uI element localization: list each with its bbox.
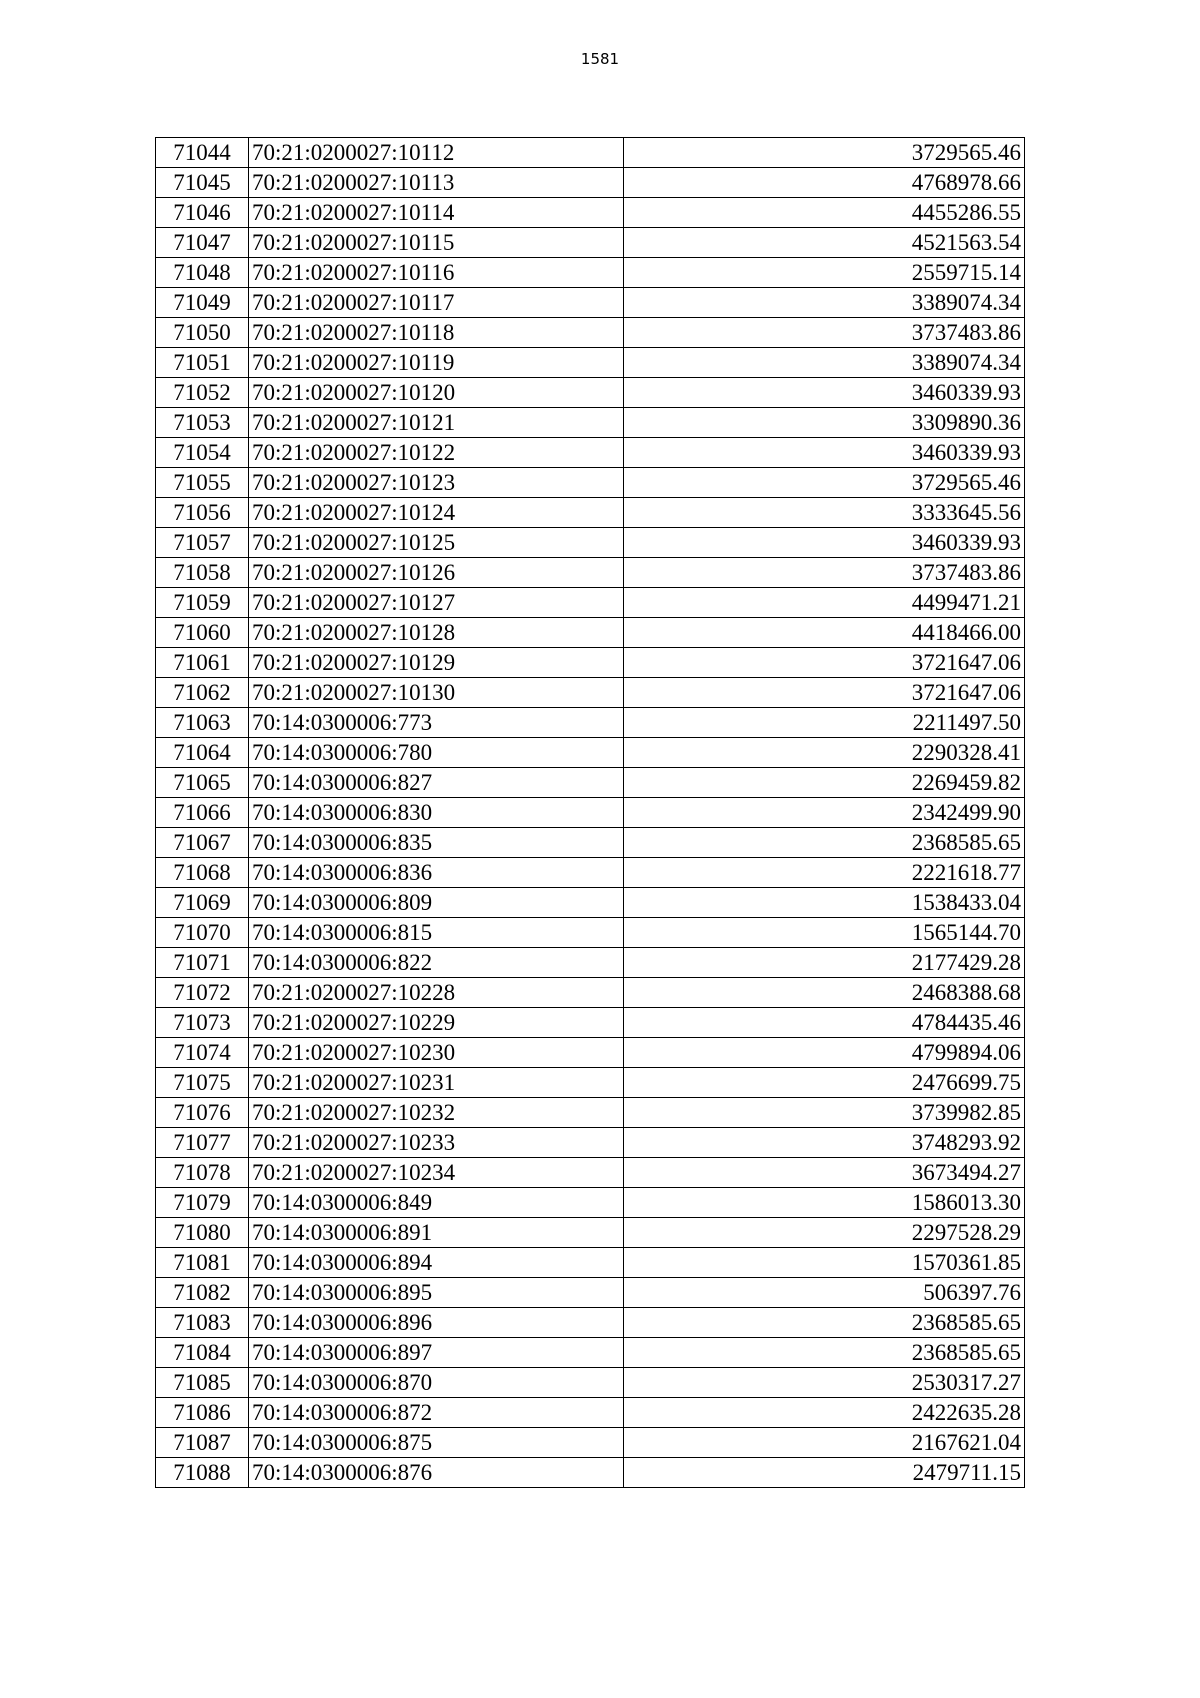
table-row: [156, 258, 1025, 288]
table-row: [156, 1428, 1025, 1458]
cadastral-number-cell: 70:21:0200027:10116: [249, 258, 624, 288]
cadastral-number-cell: 70:14:0300006:836: [249, 858, 624, 888]
cadastral-value-cell: 3729565.46: [624, 468, 1025, 498]
row-number-cell: 71061: [156, 648, 249, 678]
cadastral-number-cell: 70:21:0200027:10122: [249, 438, 624, 468]
cadastral-number-cell: 70:21:0200027:10234: [249, 1158, 624, 1188]
cadastral-number-cell: 70:14:0300006:835: [249, 828, 624, 858]
table-row: [156, 1218, 1025, 1248]
cadastral-number-cell: 70:14:0300006:815: [249, 918, 624, 948]
cadastral-value-cell: 4499471.21: [624, 588, 1025, 618]
row-number-cell: 71063: [156, 708, 249, 738]
cadastral-number-cell: 70:21:0200027:10121: [249, 408, 624, 438]
cadastral-number-cell: 70:21:0200027:10232: [249, 1098, 624, 1128]
table-row: [156, 1278, 1025, 1308]
row-number-cell: 71079: [156, 1188, 249, 1218]
cadastral-value-cell: 2290328.41: [624, 738, 1025, 768]
cadastral-value-cell: 3333645.56: [624, 498, 1025, 528]
table-row: [156, 978, 1025, 1008]
row-number-cell: 71055: [156, 468, 249, 498]
cadastral-value-cell: 4799894.06: [624, 1038, 1025, 1068]
row-number-cell: 71046: [156, 198, 249, 228]
row-number-cell: 71085: [156, 1368, 249, 1398]
table-row: [156, 768, 1025, 798]
row-number-cell: 71052: [156, 378, 249, 408]
row-number-cell: 71047: [156, 228, 249, 258]
cadastral-number-cell: 70:21:0200027:10125: [249, 528, 624, 558]
row-number-cell: 71059: [156, 588, 249, 618]
table-row: [156, 1068, 1025, 1098]
row-number-cell: 71083: [156, 1308, 249, 1338]
table-row: [156, 168, 1025, 198]
cadastral-number-cell: 70:21:0200027:10123: [249, 468, 624, 498]
cadastral-number-cell: 70:21:0200027:10120: [249, 378, 624, 408]
cadastral-number-cell: 70:14:0300006:827: [249, 768, 624, 798]
row-number-cell: 71057: [156, 528, 249, 558]
table-row: [156, 918, 1025, 948]
cadastral-value-cell: 2530317.27: [624, 1368, 1025, 1398]
cadastral-number-cell: 70:14:0300006:897: [249, 1338, 624, 1368]
table-row: [156, 1248, 1025, 1278]
table-body: [156, 138, 1025, 1488]
table-row: [156, 948, 1025, 978]
cadastral-number-cell: 70:21:0200027:10114: [249, 198, 624, 228]
table-row: [156, 1308, 1025, 1338]
table-row: [156, 678, 1025, 708]
row-number-cell: 71075: [156, 1068, 249, 1098]
cadastral-number-cell: 70:14:0300006:872: [249, 1398, 624, 1428]
cadastral-value-cell: 3389074.34: [624, 348, 1025, 378]
table-row: [156, 138, 1025, 168]
row-number-cell: 71078: [156, 1158, 249, 1188]
table-row: [156, 1158, 1025, 1188]
table-row: [156, 588, 1025, 618]
cadastral-value-cell: 2211497.50: [624, 708, 1025, 738]
cadastral-number-cell: 70:14:0300006:830: [249, 798, 624, 828]
cadastral-number-cell: 70:21:0200027:10126: [249, 558, 624, 588]
row-number-cell: 71080: [156, 1218, 249, 1248]
table-row: [156, 348, 1025, 378]
table-row: [156, 738, 1025, 768]
cadastral-number-cell: 70:21:0200027:10231: [249, 1068, 624, 1098]
table-row: [156, 438, 1025, 468]
cadastral-value-cell: 3748293.92: [624, 1128, 1025, 1158]
cadastral-number-cell: 70:21:0200027:10113: [249, 168, 624, 198]
cadastral-value-cell: 4521563.54: [624, 228, 1025, 258]
cadastral-number-cell: 70:14:0300006:875: [249, 1428, 624, 1458]
cadastral-number-cell: 70:14:0300006:870: [249, 1368, 624, 1398]
cadastral-number-cell: 70:14:0300006:780: [249, 738, 624, 768]
row-number-cell: 71060: [156, 618, 249, 648]
cadastral-number-cell: 70:14:0300006:876: [249, 1458, 624, 1488]
table-row: [156, 888, 1025, 918]
cadastral-number-cell: 70:14:0300006:822: [249, 948, 624, 978]
table-row: [156, 1368, 1025, 1398]
cadastral-number-cell: 70:21:0200027:10129: [249, 648, 624, 678]
cadastral-number-cell: 70:21:0200027:10119: [249, 348, 624, 378]
table-row: [156, 1128, 1025, 1158]
row-number-cell: 71087: [156, 1428, 249, 1458]
row-number-cell: 71070: [156, 918, 249, 948]
table-row: [156, 288, 1025, 318]
cadastral-number-cell: 70:14:0300006:773: [249, 708, 624, 738]
cadastral-number-cell: 70:21:0200027:10228: [249, 978, 624, 1008]
row-number-cell: 71071: [156, 948, 249, 978]
cadastral-value-cell: 2177429.28: [624, 948, 1025, 978]
table-row: [156, 858, 1025, 888]
row-number-cell: 71053: [156, 408, 249, 438]
row-number-cell: 71081: [156, 1248, 249, 1278]
cadastral-number-cell: 70:21:0200027:10117: [249, 288, 624, 318]
cadastral-value-cell: 506397.76: [624, 1278, 1025, 1308]
cadastral-number-cell: 70:21:0200027:10130: [249, 678, 624, 708]
cadastral-value-cell: 4768978.66: [624, 168, 1025, 198]
cadastral-value-cell: 3460339.93: [624, 528, 1025, 558]
cadastral-number-cell: 70:14:0300006:894: [249, 1248, 624, 1278]
row-number-cell: 71074: [156, 1038, 249, 1068]
cadastral-value-cell: 2221618.77: [624, 858, 1025, 888]
row-number-cell: 71066: [156, 798, 249, 828]
row-number-cell: 71067: [156, 828, 249, 858]
cadastral-number-cell: 70:14:0300006:896: [249, 1308, 624, 1338]
cadastral-value-cell: 3729565.46: [624, 138, 1025, 168]
table-row: [156, 528, 1025, 558]
table-row: [156, 1398, 1025, 1428]
cadastral-value-cell: 1570361.85: [624, 1248, 1025, 1278]
cadastral-value-cell: 2368585.65: [624, 1338, 1025, 1368]
cadastral-number-cell: 70:21:0200027:10230: [249, 1038, 624, 1068]
cadastral-value-cell: 3737483.86: [624, 318, 1025, 348]
cadastral-value-cell: 2559715.14: [624, 258, 1025, 288]
row-number-cell: 71054: [156, 438, 249, 468]
cadastral-value-cell: 2269459.82: [624, 768, 1025, 798]
table-row: [156, 798, 1025, 828]
cadastral-value-cell: 1586013.30: [624, 1188, 1025, 1218]
row-number-cell: 71049: [156, 288, 249, 318]
cadastral-value-cell: 1565144.70: [624, 918, 1025, 948]
cadastral-value-cell: 4418466.00: [624, 618, 1025, 648]
row-number-cell: 71082: [156, 1278, 249, 1308]
cadastral-number-cell: 70:21:0200027:10229: [249, 1008, 624, 1038]
cadastral-value-cell: 4784435.46: [624, 1008, 1025, 1038]
cadastral-number-cell: 70:21:0200027:10115: [249, 228, 624, 258]
cadastral-value-cell: 3721647.06: [624, 648, 1025, 678]
row-number-cell: 71077: [156, 1128, 249, 1158]
cadastral-value-cell: 4455286.55: [624, 198, 1025, 228]
cadastral-number-cell: 70:14:0300006:891: [249, 1218, 624, 1248]
cadastral-value-cell: 2167621.04: [624, 1428, 1025, 1458]
table-row: [156, 1038, 1025, 1068]
cadastral-value-cell: 3737483.86: [624, 558, 1025, 588]
table-row: [156, 1098, 1025, 1128]
table-row: [156, 708, 1025, 738]
row-number-cell: 71065: [156, 768, 249, 798]
cadastral-value-cell: 2468388.68: [624, 978, 1025, 1008]
cadastral-number-cell: 70:21:0200027:10233: [249, 1128, 624, 1158]
cadastral-number-cell: 70:14:0300006:895: [249, 1278, 624, 1308]
table-row: [156, 378, 1025, 408]
row-number-cell: 71068: [156, 858, 249, 888]
table-row: [156, 198, 1025, 228]
table-row: [156, 1458, 1025, 1488]
cadastral-value-cell: 3721647.06: [624, 678, 1025, 708]
table-row: [156, 228, 1025, 258]
page-number: 1581: [580, 50, 620, 68]
cadastral-value-cell: 2368585.65: [624, 828, 1025, 858]
row-number-cell: 71056: [156, 498, 249, 528]
cadastral-number-cell: 70:21:0200027:10124: [249, 498, 624, 528]
cadastral-value-cell: 2476699.75: [624, 1068, 1025, 1098]
cadastral-value-cell: 2342499.90: [624, 798, 1025, 828]
table-row: [156, 558, 1025, 588]
table-row: [156, 1188, 1025, 1218]
row-number-cell: 71044: [156, 138, 249, 168]
table-row: [156, 498, 1025, 528]
row-number-cell: 71062: [156, 678, 249, 708]
cadastral-number-cell: 70:14:0300006:849: [249, 1188, 624, 1218]
cadastral-number-cell: 70:21:0200027:10128: [249, 618, 624, 648]
row-number-cell: 71076: [156, 1098, 249, 1128]
row-number-cell: 71086: [156, 1398, 249, 1428]
cadastral-number-cell: 70:14:0300006:809: [249, 888, 624, 918]
row-number-cell: 71045: [156, 168, 249, 198]
cadastral-value-cell: 1538433.04: [624, 888, 1025, 918]
cadastral-value-cell: 2479711.15: [624, 1458, 1025, 1488]
table-row: [156, 408, 1025, 438]
cadastral-number-cell: 70:21:0200027:10118: [249, 318, 624, 348]
cadastral-value-cell: 3309890.36: [624, 408, 1025, 438]
cadastral-value-cell: 3673494.27: [624, 1158, 1025, 1188]
row-number-cell: 71051: [156, 348, 249, 378]
row-number-cell: 71073: [156, 1008, 249, 1038]
cadastral-value-cell: 3389074.34: [624, 288, 1025, 318]
row-number-cell: 71064: [156, 738, 249, 768]
row-number-cell: 71048: [156, 258, 249, 288]
cadastral-value-cell: 2422635.28: [624, 1398, 1025, 1428]
row-number-cell: 71072: [156, 978, 249, 1008]
table-row: [156, 468, 1025, 498]
table-row: [156, 828, 1025, 858]
row-number-cell: 71084: [156, 1338, 249, 1368]
cadastral-number-cell: 70:21:0200027:10112: [249, 138, 624, 168]
row-number-cell: 71058: [156, 558, 249, 588]
table-row: [156, 618, 1025, 648]
cadastral-value-cell: 2368585.65: [624, 1308, 1025, 1338]
row-number-cell: 71088: [156, 1458, 249, 1488]
cadastral-value-cell: 3739982.85: [624, 1098, 1025, 1128]
cadastral-value-cell: 3460339.93: [624, 438, 1025, 468]
cadastral-value-cell: 3460339.93: [624, 378, 1025, 408]
row-number-cell: 71050: [156, 318, 249, 348]
table-row: [156, 648, 1025, 678]
row-number-cell: 71069: [156, 888, 249, 918]
cadastral-number-cell: 70:21:0200027:10127: [249, 588, 624, 618]
table-row: [156, 1338, 1025, 1368]
table-row: [156, 1008, 1025, 1038]
table-row: [156, 318, 1025, 348]
cadastral-value-cell: 2297528.29: [624, 1218, 1025, 1248]
cadastral-value-table: [155, 137, 1025, 1488]
